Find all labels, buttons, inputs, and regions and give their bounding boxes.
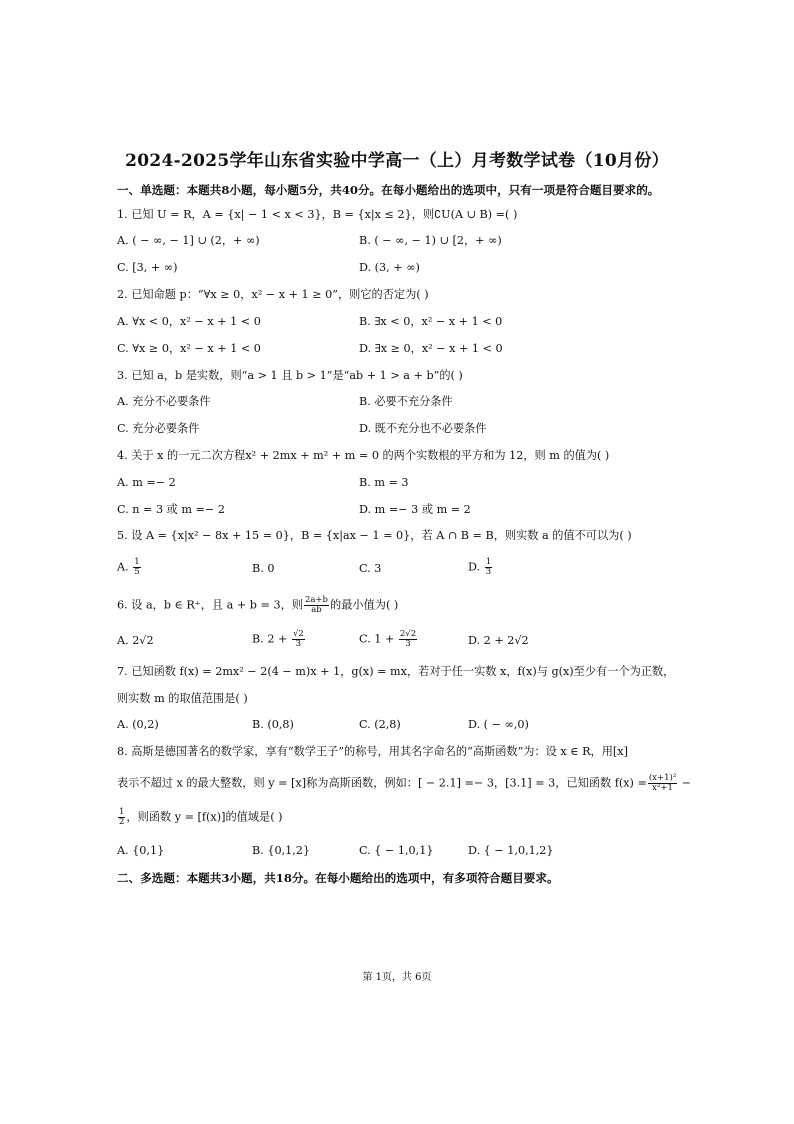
question-8-stem: 8. 高斯是德国著名的数学家，享有“数学王子”的称号，用其名字命名的“高斯函数”为：设 x ∈ R，用[x] — [117, 745, 628, 758]
question-8-stem-line2-tail: − — [678, 776, 692, 790]
fraction-numerator: √2 — [292, 629, 304, 639]
question-5-option-b[interactable]: B. 0 — [252, 562, 275, 575]
section-single-choice-heading: 一、单选题：本题共8小题，每小题5分，共40分。在每小题给出的选项中，只有一项是符合题目要求的。 — [117, 183, 660, 197]
question-4-option-b[interactable]: B. m = 3 — [359, 476, 409, 489]
fraction-denominator: 3 — [485, 567, 492, 577]
question-5-option-c[interactable]: C. 3 — [359, 562, 382, 575]
question-2-option-a[interactable]: A. ∀x < 0，x² − x + 1 < 0 — [117, 315, 261, 328]
exam-title: 2024-2025学年山东省实验中学高一（上）月考数学试卷（10月份） — [125, 151, 669, 171]
question-7-option-b[interactable]: B. (0,8) — [252, 718, 294, 731]
fraction-denominator: 2 — [119, 817, 125, 827]
question-8-stem-line3-text: ，则函数 y = [f(x)]的值域是( ) — [126, 810, 283, 824]
fraction-numerator: 2√2 — [399, 629, 417, 639]
question-5-option-d[interactable] — [468, 558, 493, 577]
fraction-sqrt2-over-3 — [292, 630, 305, 649]
question-1-option-a[interactable]: A. ( − ∞, − 1] ∪ (2，+ ∞) — [117, 234, 260, 247]
option-text: B. 2 + — [252, 632, 291, 646]
question-8-stem-line2-text: 表示不超过 x 的最大整数，则 y = [x]称为高斯函数，例如：[ − 2.1] =− 3，[3.1] = 3，已知函数 f(x) = — [117, 776, 647, 790]
question-7-stem: 7. 已知函数 f(x) = 2mx² − 2(4 − m)x + 1，g(x) = mx，若对于任一实数 x，f(x)与 g(x)至少有一个为正数， — [117, 665, 675, 678]
question-7-option-c[interactable]: C. (2,8) — [359, 718, 401, 731]
question-7-option-d[interactable]: D. ( − ∞,0) — [468, 718, 529, 731]
fraction-expression — [304, 596, 329, 615]
question-6-option-b[interactable] — [252, 630, 306, 649]
question-3-option-a[interactable]: A. 充分不必要条件 — [117, 395, 211, 408]
option-letter: A. — [117, 560, 133, 574]
question-1-option-c[interactable]: C. [3, + ∞) — [117, 261, 178, 274]
question-6-option-d[interactable]: D. 2 + 2√2 — [468, 634, 529, 647]
fraction-function-expression — [648, 774, 677, 793]
question-8-stem-line3 — [117, 808, 282, 827]
question-4-option-a[interactable]: A. m =− 2 — [117, 476, 176, 489]
question-1-stem: 1. 已知 U = R，A = {x| − 1 < x < 3}，B = {x|x ≤ 2}，则∁U(A ∪ B) =( ) — [117, 208, 518, 221]
question-8-option-d[interactable]: D. { − 1,0,1,2} — [468, 844, 554, 857]
question-5-stem: 5. 设 A = {x|x² − 8x + 15 = 0}，B = {x|ax − 1 = 0}，若 A ∩ B = B，则实数 a 的值不可以为( ) — [117, 529, 632, 542]
page-footer: 第 1页，共 6页 — [362, 972, 432, 983]
question-4-stem: 4. 关于 x 的一元二次方程x² + 2mx + m² + m = 0 的两个实数根的平方和为 12，则 m 的值为( ) — [117, 449, 610, 462]
fraction-denominator: x²+1 — [652, 783, 673, 793]
question-8-stem-line2 — [117, 774, 691, 793]
question-8-option-b[interactable]: B. {0,1,2} — [252, 844, 311, 857]
question-4-option-d[interactable]: D. m =− 3 或 m = 2 — [359, 503, 471, 516]
fraction-denominator: ab — [311, 605, 322, 615]
fraction-numerator: (x+1)² — [648, 773, 677, 783]
question-1-option-d[interactable]: D. (3, + ∞) — [359, 261, 420, 274]
question-6-stem-suffix: 的最小值为( ) — [330, 598, 399, 612]
question-3-option-d[interactable]: D. 既不充分也不必要条件 — [359, 422, 487, 435]
fraction-denominator: 3 — [405, 639, 411, 649]
question-3-option-b[interactable]: B. 必要不充分条件 — [359, 395, 453, 408]
section-multi-choice-heading: 二、多选题：本题共3小题，共18分。在每小题给出的选项中，有多项符合题目要求。 — [117, 871, 559, 885]
question-5-option-a[interactable] — [117, 558, 142, 577]
question-8-option-c[interactable]: C. { − 1,0,1} — [359, 844, 434, 857]
fraction-2sqrt2-over-3 — [399, 630, 417, 649]
question-1-option-b[interactable]: B. ( − ∞, − 1) ∪ [2，+ ∞) — [359, 234, 502, 247]
question-4-option-c[interactable]: C. n = 3 或 m =− 2 — [117, 503, 225, 516]
question-6-option-a[interactable]: A. 2√2 — [117, 634, 154, 647]
option-letter: D. — [468, 560, 484, 574]
question-6-stem-prefix: 6. 设 a，b ∈ R⁺，且 a + b = 3，则 — [117, 598, 303, 612]
option-text: C. 1 + — [359, 632, 398, 646]
question-7-stem-continued: 则实数 m 的取值范围是( ) — [117, 692, 248, 705]
question-2-option-b[interactable]: B. ∃x < 0，x² − x + 1 < 0 — [359, 315, 503, 328]
question-6-option-c[interactable] — [359, 630, 418, 649]
fraction-numerator: 2a+b — [304, 595, 328, 605]
fraction-one-fifth — [133, 558, 140, 577]
question-2-option-d[interactable]: D. ∃x ≥ 0，x² − x + 1 < 0 — [359, 342, 503, 355]
question-6-stem — [117, 596, 398, 615]
fraction-numerator: 1 — [119, 807, 125, 817]
fraction-numerator: 1 — [485, 557, 492, 567]
question-7-option-a[interactable]: A. (0,2) — [117, 718, 159, 731]
question-3-option-c[interactable]: C. 充分必要条件 — [117, 422, 200, 435]
question-2-option-c[interactable]: C. ∀x ≥ 0，x² − x + 1 < 0 — [117, 342, 261, 355]
fraction-numerator: 1 — [134, 557, 140, 567]
question-3-stem: 3. 已知 a，b 是实数，则“a > 1 且 b > 1”是“ab + 1 > a + b”的( ) — [117, 369, 463, 382]
question-8-option-a[interactable]: A. {0,1} — [117, 844, 165, 857]
fraction-one-third — [485, 558, 492, 577]
question-2-stem: 2. 已知命题 p：“∀x ≥ 0，x² − x + 1 ≥ 0”，则它的否定为( ) — [117, 288, 429, 301]
fraction-denominator: 3 — [295, 639, 302, 649]
fraction-denominator: 5 — [134, 567, 140, 577]
fraction-one-half — [118, 808, 125, 827]
